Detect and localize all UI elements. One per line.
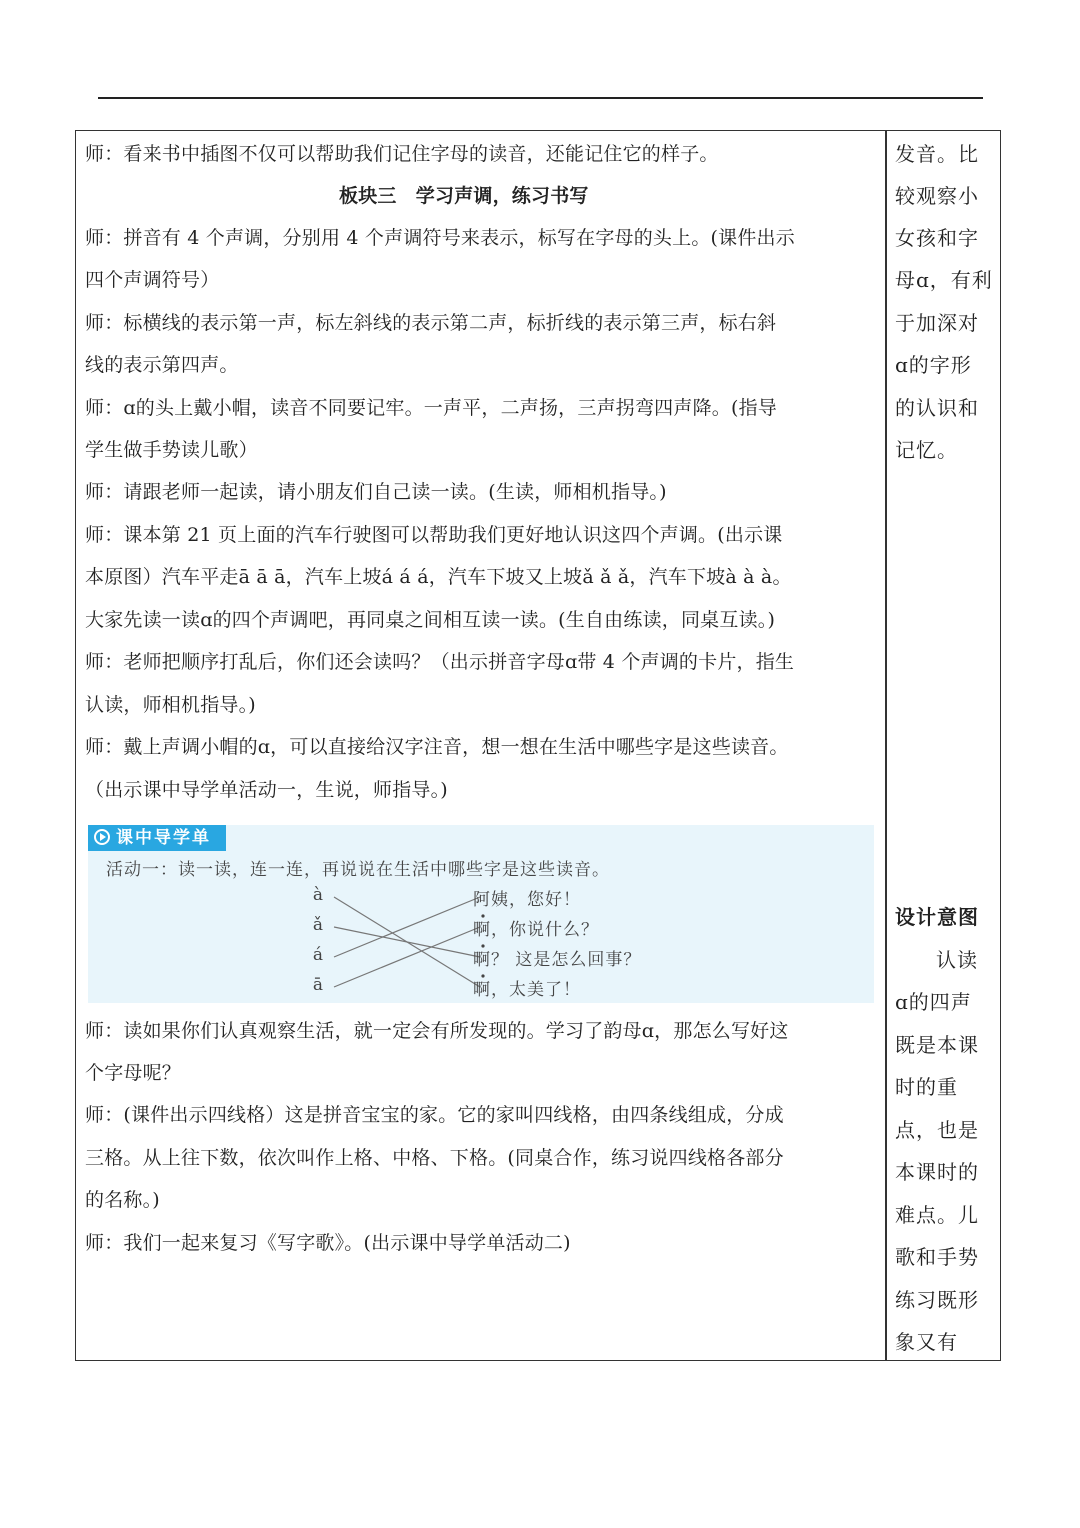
phrase-item: 阿姨，您好！ xyxy=(473,890,581,910)
header-rule xyxy=(98,97,983,99)
side-line: 认读 xyxy=(915,948,978,972)
main-line: 认读，师相机指导。) xyxy=(85,694,256,716)
activity-instruction: 活动一：读一读，连一连，再说说在生活中哪些字是这些读音。 xyxy=(106,860,610,880)
side-line: 发音。比 xyxy=(895,142,979,166)
main-line: 师：(课件出示四线格）这是拼音宝宝的家。它的家叫四线格，由四条线组成，分成 xyxy=(85,1104,784,1126)
main-line: 的名称。) xyxy=(85,1189,160,1211)
main-line: 师：看来书中插图不仅可以帮助我们记住字母的读音，还能记住它的样子。 xyxy=(85,143,719,165)
main-line: （出示课中导学单活动一，生说，师指导。) xyxy=(85,779,448,801)
side-line: ɑ的四声 xyxy=(895,990,972,1014)
phrase-item: 啊，你说什么？ xyxy=(473,920,599,940)
main-line: 师：ɑ的头上戴小帽，读音不同要记牢。一声平，二声扬，三声拐弯四声降。(指导 xyxy=(85,397,777,419)
side-line: 既是本课 xyxy=(895,1033,979,1057)
design-intent-heading: 设计意图 xyxy=(895,905,979,929)
lesson-table xyxy=(75,130,1001,1361)
side-line: 较观察小 xyxy=(895,184,979,208)
main-line: 师：我们一起来复习《写字歌》。(出示课中导学单活动二) xyxy=(85,1232,571,1254)
pinyin-item: á xyxy=(312,945,324,965)
side-line: ɑ的字形 xyxy=(895,353,972,377)
main-line: 本原图）汽车平走ā ā ā，汽车上坡á á á，汽车下坡又上坡ǎ ǎ ǎ，汽车下坡à à à。 xyxy=(85,566,792,588)
main-line: 学生做手势读儿歌） xyxy=(85,439,258,461)
main-line: 大家先读一读ɑ的四个声调吧，再同桌之间相互读一读。(生自由练读，同桌互读。) xyxy=(85,609,776,631)
side-line: 练习既形 xyxy=(895,1288,979,1312)
side-line: 时的重 xyxy=(895,1075,958,1099)
guide-tag xyxy=(88,825,226,851)
column-divider xyxy=(885,131,887,1360)
phrase-item: 啊？ 这是怎么回事？ xyxy=(473,950,642,970)
main-line: 四个声调符号） xyxy=(85,269,220,291)
guide-sheet xyxy=(88,825,874,1003)
main-line: 三格。从上往下数，依次叫作上格、中格、下格。(同桌合作，练习说四线格各部分 xyxy=(85,1147,784,1169)
main-line: 师：课本第 21 页上面的汽车行驶图可以帮助我们更好地认识这四个声调。(出示课 xyxy=(85,524,783,546)
main-line: 线的表示第四声。 xyxy=(85,354,239,376)
main-line: 师：拼音有 4 个声调，分别用 4 个声调符号来表示，标写在字母的头上。(课件出示 xyxy=(85,227,795,249)
side-line: 母ɑ，有利 xyxy=(895,268,993,292)
side-line: 记忆。 xyxy=(895,438,958,462)
side-line: 女孩和字 xyxy=(895,226,979,250)
side-line: 本课时的 xyxy=(895,1160,979,1184)
pinyin-item: à xyxy=(312,885,324,905)
side-line: 歌和手势 xyxy=(895,1245,979,1269)
phrase-item: 啊，太美了！ xyxy=(473,980,581,1000)
play-icon xyxy=(94,829,110,845)
section-heading: 板块三 学习声调，练习书写 xyxy=(339,185,589,207)
main-line: 师：请跟老师一起读，请小朋友们自己读一读。(生读，师相机指导。) xyxy=(85,481,667,503)
side-line: 的认识和 xyxy=(895,396,979,420)
side-line: 点，也是 xyxy=(895,1118,979,1142)
main-line: 师：标横线的表示第一声，标左斜线的表示第二声，标折线的表示第三声，标右斜 xyxy=(85,312,777,334)
main-line: 个字母呢？ xyxy=(85,1062,182,1084)
main-line: 师：读如果你们认真观察生活，就一定会有所发现的。学习了韵母ɑ，那怎么写好这 xyxy=(85,1020,789,1042)
main-line: 师：老师把顺序打乱后，你们还会读吗？（出示拼音字母ɑ带 4 个声调的卡片，指生 xyxy=(85,651,795,673)
pinyin-item: ǎ xyxy=(312,915,324,935)
side-line: 难点。儿 xyxy=(895,1203,979,1227)
side-line: 于加深对 xyxy=(895,311,979,335)
side-line: 象又有 xyxy=(895,1330,958,1354)
pinyin-item: ā xyxy=(312,975,324,995)
main-line: 师：戴上声调小帽的ɑ，可以直接给汉字注音，想一想在生活中哪些字是这些读音。 xyxy=(85,736,789,758)
guide-tag-label: 课中导学单 xyxy=(116,828,211,848)
